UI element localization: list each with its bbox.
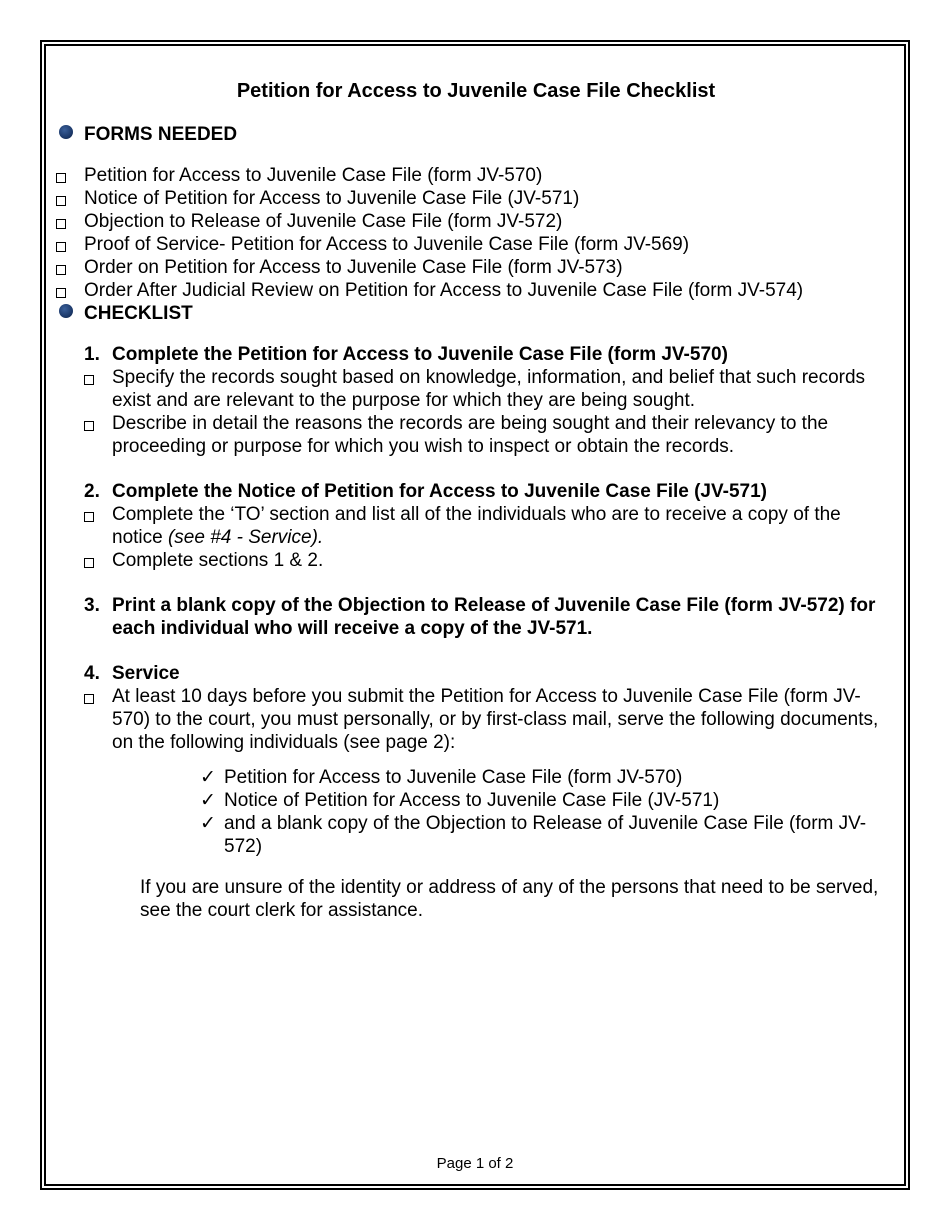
checklist-step-4 [84, 662, 896, 922]
list-item: ✓ Petition for Access to Juvenile Case File (form JV-570) [200, 767, 683, 788]
document-body [56, 80, 896, 944]
list-item: ✓ and a blank copy of the Objection to Release of Juvenile Case File (form JV-572) [200, 813, 867, 857]
checklist-step-2 [84, 480, 896, 572]
checkbox-icon[interactable] [84, 375, 94, 385]
list-item: Petition for Access to Juvenile Case File (form JV-570) [56, 164, 896, 187]
step-4-title: 4. Service [84, 663, 180, 684]
checkbox-icon[interactable] [56, 288, 66, 298]
checkmark-icon: ✓ [200, 790, 216, 811]
checkbox-icon[interactable] [84, 694, 94, 704]
checkbox-icon[interactable] [56, 219, 66, 229]
checkbox-icon[interactable] [56, 265, 66, 275]
list-item: Complete sections 1 & 2. [84, 549, 896, 572]
round-bullet-icon [59, 125, 73, 139]
checkbox-icon[interactable] [56, 242, 66, 252]
step-2-items [84, 503, 896, 572]
step-1-title: 1. Complete the Petition for Access to Juvenile Case File (form JV-570) [84, 344, 728, 365]
checklist-step-3 [84, 594, 896, 640]
list-item: Notice of Petition for Access to Juvenile Case File (JV-571) [56, 187, 896, 210]
checkbox-icon[interactable] [84, 421, 94, 431]
page-title: Petition for Access to Juvenile Case File Checklist [236, 80, 716, 102]
checkmark-icon: ✓ [200, 767, 216, 788]
checkbox-icon[interactable] [84, 512, 94, 522]
checkbox-icon[interactable] [84, 558, 94, 568]
step-2-title: 2. Complete the Notice of Petition for Access to Juvenile Case File (JV-571) [84, 481, 767, 502]
closing-note: If you are unsure of the identity or address of any of the persons that need to be served, see the court clerk for assistance. [140, 877, 879, 921]
checkbox-icon[interactable] [56, 173, 66, 183]
forms-needed-heading-label: FORMS NEEDED [84, 124, 238, 145]
forms-list [56, 164, 896, 302]
list-item: Objection to Release of Juvenile Case File (form JV-572) [56, 210, 896, 233]
round-bullet-icon [59, 304, 73, 318]
page-number: Page 1 of 2 [436, 1155, 514, 1172]
list-item: Order After Judicial Review on Petition for Access to Juvenile Case File (form JV-574) [56, 279, 896, 302]
list-item: Order on Petition for Access to Juvenile Case File (form JV-573) [56, 256, 896, 279]
checkbox-icon[interactable] [56, 196, 66, 206]
list-item: At least 10 days before you submit the Petition for Access to Juvenile Case File (form JV-570) to the court, you must personally, or by first-class mail, serve the following documents, on the following individuals (see page 2): [84, 685, 896, 754]
step-1-items [84, 366, 896, 458]
checklist-heading-label: CHECKLIST [84, 303, 193, 324]
list-item: Proof of Service- Petition for Access to Juvenile Case File (form JV-569) [56, 233, 896, 256]
service-documents-list [196, 766, 896, 858]
checkmark-icon: ✓ [200, 813, 216, 834]
list-item: ✓ Notice of Petition for Access to Juvenile Case File (JV-571) [200, 790, 720, 811]
step-3-title: 3. Print a blank copy of the Objection to Release of Juvenile Case File (form JV-572) for each individual who will receive a copy of the JV-571. [84, 595, 876, 639]
checklist-step-1 [84, 343, 896, 458]
step-4-items [84, 685, 896, 754]
list-item: Specify the records sought based on knowledge, information, and belief that such records exist and are relevant to the purpose for which they are being sought. [84, 366, 896, 412]
list-item: Complete the ‘TO’ section and list all of the individuals who are to receive a copy of the notice (see #4 - Service). [84, 503, 896, 549]
list-item: Describe in detail the reasons the records are being sought and their relevancy to the proceeding or purpose for which you wish to inspect or obtain the records. [84, 412, 896, 458]
checklist-heading [56, 302, 896, 325]
forms-needed-heading [56, 123, 896, 146]
